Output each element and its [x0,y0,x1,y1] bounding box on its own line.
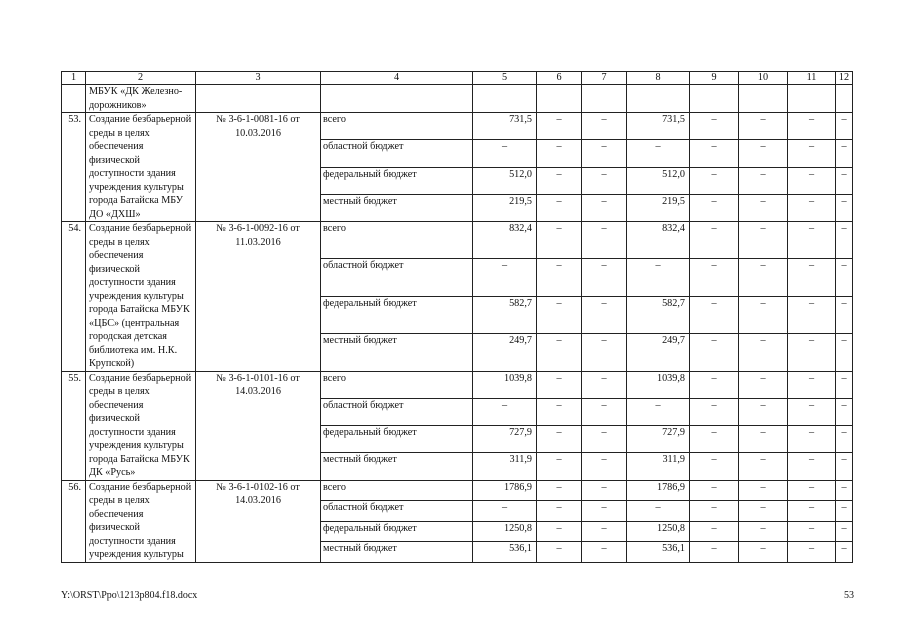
amount-cell: – [836,259,853,296]
amount-cell: – [627,259,690,296]
header-cell: 10 [739,72,788,85]
funding-source: местный бюджет [321,453,473,480]
amount-cell: – [690,140,739,167]
header-cell: 5 [473,72,537,85]
amount-cell: 1250,8 [473,521,537,542]
amount-cell: – [582,501,627,522]
amount-cell: – [690,480,739,501]
amount-cell: – [537,398,582,425]
header-cell: 9 [690,72,739,85]
amount-cell: – [473,501,537,522]
amount-cell: – [690,398,739,425]
row-number: 55. [62,371,86,480]
amount-cell: – [627,140,690,167]
funding-source: всего [321,113,473,140]
amount-cell: – [690,501,739,522]
amount-cell: – [473,259,537,296]
amount-cell: – [788,453,836,480]
amount-cell: 1786,9 [473,480,537,501]
amount-cell: 832,4 [473,222,537,259]
amount-cell: – [788,296,836,333]
amount-cell: – [627,398,690,425]
amount-cell: – [836,501,853,522]
amount-cell: 582,7 [627,296,690,333]
amount-cell: – [788,140,836,167]
table-row [62,371,853,398]
amount-cell: – [537,542,582,563]
amount-cell: – [836,222,853,259]
amount-cell: – [537,194,582,221]
funding-source: местный бюджет [321,194,473,221]
amount-cell: – [582,480,627,501]
amount-cell: – [690,194,739,221]
amount-cell: – [836,296,853,333]
amount-cell: – [836,453,853,480]
header-cell: 2 [86,72,196,85]
amount-cell: – [836,167,853,194]
amount-cell: – [582,259,627,296]
table-row [62,222,853,259]
amount-cell: – [788,113,836,140]
amount-cell: – [537,453,582,480]
amount-cell: 311,9 [473,453,537,480]
header-cell: 12 [836,72,853,85]
amount-cell: – [739,140,788,167]
amount-cell: – [537,521,582,542]
amount-cell: – [739,501,788,522]
amount-cell: 512,0 [473,167,537,194]
amount-cell: 1250,8 [627,521,690,542]
funding-source: федеральный бюджет [321,521,473,542]
amount-cell: – [739,426,788,453]
project-name: Создание безбарьерной среды в целях обеспечения физической доступности здания учреждения культуры города Батайска МБУК ДК «Русь» [86,371,196,480]
amount-cell: – [836,194,853,221]
amount-cell: – [627,501,690,522]
amount-cell: – [836,371,853,398]
amount-cell: – [788,371,836,398]
amount-cell: – [788,501,836,522]
page-number: 53 [844,590,854,601]
footer-file-path: Y:\ORST\Ppo\1213p804.f18.docx [61,590,198,601]
amount-cell: – [690,167,739,194]
column-number-header [62,72,853,85]
amount-cell: – [836,542,853,563]
table-row [62,480,853,501]
amount-cell: – [690,113,739,140]
row-number: 56. [62,480,86,562]
funding-source: федеральный бюджет [321,296,473,333]
amount-cell: 1039,8 [627,371,690,398]
document-reference: № 3-6-1-0081-16 от 10.03.2016 [196,113,321,222]
amount-cell: – [537,259,582,296]
amount-cell: – [690,521,739,542]
funding-table [61,71,853,563]
amount-cell: – [690,453,739,480]
row-number: 54. [62,222,86,372]
amount-cell: 582,7 [473,296,537,333]
amount-cell: – [739,398,788,425]
amount-cell: – [582,296,627,333]
amount-cell: 219,5 [473,194,537,221]
funding-source: федеральный бюджет [321,167,473,194]
amount-cell: – [582,334,627,371]
amount-cell: 1039,8 [473,371,537,398]
amount-cell: – [788,194,836,221]
amount-cell: 512,0 [627,167,690,194]
amount-cell: – [582,426,627,453]
amount-cell: – [537,371,582,398]
amount-cell: 536,1 [627,542,690,563]
header-cell: 6 [537,72,582,85]
project-name: Создание безбарьерной среды в целях обеспечения физической доступности здания учреждения культуры города Батайска МБУ ДО «ДХШ» [86,113,196,222]
amount-cell: – [690,426,739,453]
amount-cell: – [739,542,788,563]
amount-cell: – [582,521,627,542]
amount-cell: 731,5 [627,113,690,140]
amount-cell: – [582,222,627,259]
amount-cell: – [739,222,788,259]
amount-cell: – [690,222,739,259]
amount-cell: – [788,542,836,563]
amount-cell: – [836,521,853,542]
amount-cell: – [582,167,627,194]
funding-source: областной бюджет [321,259,473,296]
amount-cell: – [537,167,582,194]
amount-cell: 311,9 [627,453,690,480]
amount-cell: – [690,334,739,371]
amount-cell: – [537,501,582,522]
amount-cell: – [537,113,582,140]
amount-cell: – [537,426,582,453]
funding-source: областной бюджет [321,398,473,425]
amount-cell: – [739,167,788,194]
amount-cell: – [690,259,739,296]
amount-cell: – [537,222,582,259]
amount-cell: – [788,521,836,542]
document-reference: № 3-6-1-0092-16 от 11.03.2016 [196,222,321,372]
amount-cell: – [690,296,739,333]
amount-cell: 727,9 [627,426,690,453]
amount-cell: 249,7 [627,334,690,371]
amount-cell: – [739,259,788,296]
amount-cell: – [473,140,537,167]
amount-cell: – [690,371,739,398]
amount-cell: 536,1 [473,542,537,563]
header-cell: 8 [627,72,690,85]
amount-cell: – [582,453,627,480]
amount-cell: – [473,398,537,425]
continuation-row [62,85,853,113]
amount-cell: – [582,371,627,398]
amount-cell: 249,7 [473,334,537,371]
amount-cell: 1786,9 [627,480,690,501]
amount-cell: 832,4 [627,222,690,259]
amount-cell: 727,9 [473,426,537,453]
amount-cell: 731,5 [473,113,537,140]
amount-cell: – [788,398,836,425]
funding-source: областной бюджет [321,501,473,522]
amount-cell: – [836,140,853,167]
amount-cell: – [690,542,739,563]
header-cell: 4 [321,72,473,85]
amount-cell: – [739,480,788,501]
project-name: Создание безбарьерной среды в целях обеспечения физической доступности здания учреждения культуры [86,480,196,562]
funding-source: областной бюджет [321,140,473,167]
amount-cell: – [739,113,788,140]
document-reference: № 3-6-1-0101-16 от 14.03.2016 [196,371,321,480]
amount-cell: – [739,334,788,371]
project-name: Создание безбарьерной среды в целях обеспечения физической доступности здания учреждения культуры города Батайска МБУК «ЦБС» (центральная городская детская библиотека им. Н.К. Крупской) [86,222,196,372]
amount-cell: – [836,398,853,425]
amount-cell: – [739,194,788,221]
amount-cell: – [582,542,627,563]
funding-source: всего [321,480,473,501]
amount-cell: – [582,113,627,140]
table-row [62,113,853,140]
amount-cell: – [739,371,788,398]
amount-cell: – [537,334,582,371]
amount-cell: – [788,259,836,296]
funding-source: всего [321,222,473,259]
amount-cell: – [788,222,836,259]
amount-cell: – [582,398,627,425]
amount-cell: 219,5 [627,194,690,221]
amount-cell: – [537,296,582,333]
funding-source: всего [321,371,473,398]
amount-cell: – [739,453,788,480]
header-cell: 11 [788,72,836,85]
amount-cell: – [537,480,582,501]
amount-cell: – [788,334,836,371]
header-cell: 1 [62,72,86,85]
amount-cell: – [739,521,788,542]
header-cell: 7 [582,72,627,85]
amount-cell: – [836,113,853,140]
funding-source: местный бюджет [321,334,473,371]
header-cell: 3 [196,72,321,85]
row-number: 53. [62,113,86,222]
amount-cell: – [836,480,853,501]
amount-cell: – [836,426,853,453]
amount-cell: – [788,426,836,453]
amount-cell: – [739,296,788,333]
continuation-name: МБУК «ДК Железно-дорожников» [86,85,196,113]
amount-cell: – [788,480,836,501]
funding-source: федеральный бюджет [321,426,473,453]
funding-source: местный бюджет [321,542,473,563]
amount-cell: – [836,334,853,371]
amount-cell: – [582,140,627,167]
amount-cell: – [537,140,582,167]
document-reference: № 3-6-1-0102-16 от 14.03.2016 [196,480,321,562]
amount-cell: – [582,194,627,221]
amount-cell: – [788,167,836,194]
